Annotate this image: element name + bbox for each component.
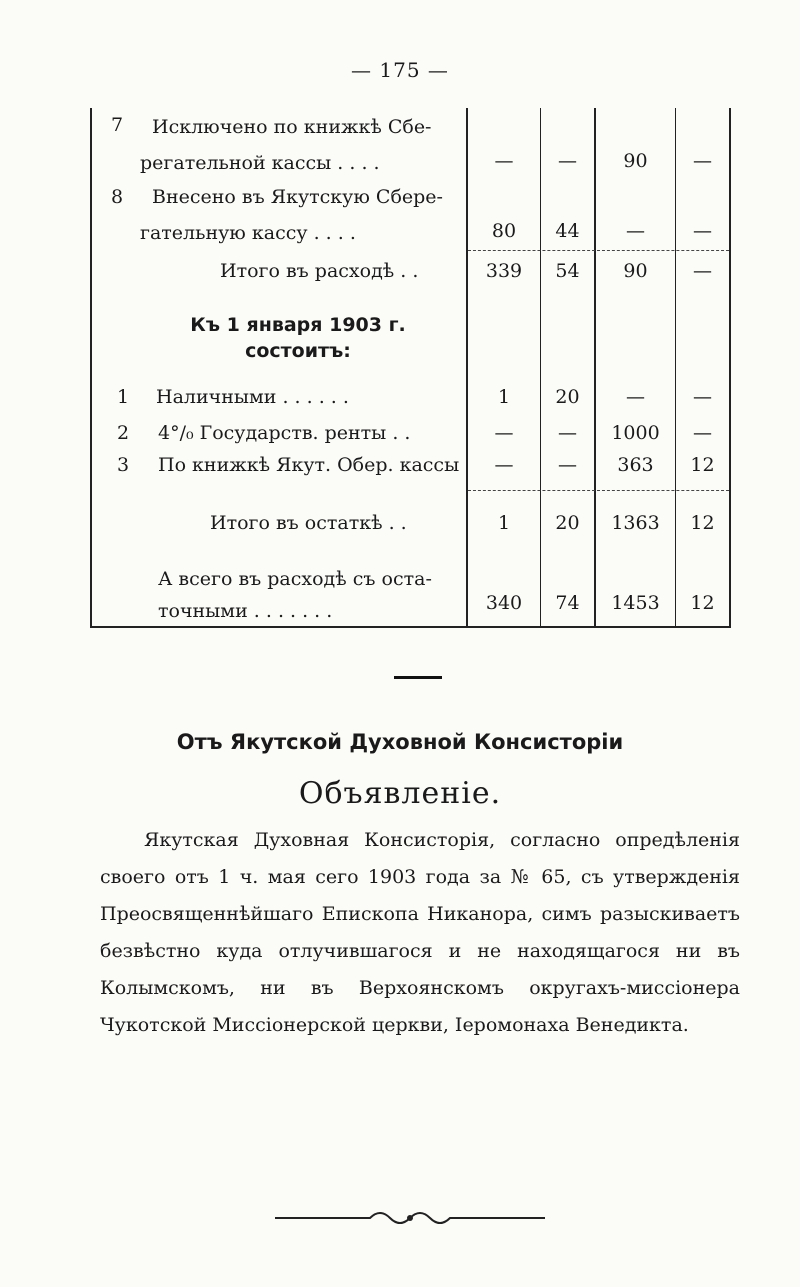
row-number: 7 bbox=[110, 114, 124, 136]
cell: 90 bbox=[623, 260, 648, 282]
total-expense-label: Итого въ расходѣ . . bbox=[220, 260, 419, 282]
cell: 1363 bbox=[611, 512, 660, 534]
cell: — bbox=[494, 454, 514, 476]
column-divider-1 bbox=[466, 108, 468, 628]
row-number: 8 bbox=[110, 186, 124, 208]
row-number: 3 bbox=[116, 454, 130, 476]
table-left-border bbox=[90, 108, 92, 628]
cell: 363 bbox=[617, 454, 654, 476]
cell: — bbox=[693, 386, 712, 408]
cell: 339 bbox=[485, 260, 523, 282]
cell: 12 bbox=[690, 512, 715, 534]
cell: — bbox=[558, 150, 577, 172]
cell: 54 bbox=[555, 260, 580, 282]
balance-heading: Къ 1 января 1903 г. bbox=[190, 314, 406, 336]
column-divider-4 bbox=[675, 108, 676, 628]
cell: 20 bbox=[555, 386, 580, 408]
cell: 74 bbox=[555, 592, 580, 614]
cell: 44 bbox=[555, 220, 580, 242]
balance-heading-sub: состоитъ: bbox=[245, 340, 351, 362]
cell: 1453 bbox=[611, 592, 660, 614]
page-number: — 175 — bbox=[351, 58, 449, 82]
cell: 80 bbox=[491, 220, 517, 242]
total-balance-label: Итого въ остаткѣ . . bbox=[210, 512, 407, 534]
row-description-line: По книжкѣ Якут. Обер. кассы bbox=[158, 454, 460, 476]
cell: 90 bbox=[623, 150, 648, 172]
consistory-title: Отъ Якутской Духовной Консисторіи bbox=[176, 730, 624, 754]
decorative-ornament bbox=[270, 1200, 550, 1230]
cell: 20 bbox=[555, 512, 580, 534]
cell: 12 bbox=[690, 454, 715, 476]
cell: 1000 bbox=[611, 422, 660, 444]
row-separator bbox=[468, 250, 729, 251]
cell: — bbox=[494, 422, 514, 444]
cell: — bbox=[626, 386, 645, 408]
accounts-table bbox=[88, 108, 733, 628]
cell: 12 bbox=[690, 592, 715, 614]
row-description-line: регательной кассы . . . . bbox=[140, 152, 380, 174]
column-divider-3 bbox=[594, 108, 596, 628]
cell: 1 bbox=[497, 386, 511, 408]
column-divider-2 bbox=[540, 108, 541, 628]
section-divider bbox=[394, 676, 442, 679]
row-description-line: Исключено по книжкѣ Сбе- bbox=[152, 116, 432, 138]
cell: — bbox=[494, 150, 514, 172]
row-description-line: Внесено въ Якутскую Сбере- bbox=[152, 186, 443, 208]
cell: 340 bbox=[485, 592, 523, 614]
row-description-line: 4°/₀ Государств. ренты . . bbox=[158, 422, 411, 444]
cell: — bbox=[693, 220, 712, 242]
cell: — bbox=[693, 150, 712, 172]
announcement-title: Объявленіе. bbox=[298, 776, 502, 811]
row-number: 2 bbox=[116, 422, 130, 444]
cell: — bbox=[558, 454, 577, 476]
row-number: 1 bbox=[116, 386, 130, 408]
cell: — bbox=[693, 422, 712, 444]
cell: — bbox=[558, 422, 577, 444]
row-description-line: Наличными . . . . . . bbox=[156, 386, 349, 408]
row-separator bbox=[468, 490, 729, 491]
grand-total-line: А всего въ расходѣ съ оста- bbox=[158, 568, 432, 590]
announcement-body: Якутская Духовная Консисторія, согласно опредѣленія своего отъ 1 ч. мая сего 1903 года за № 65, съ утвержденія Преосвященнѣйшаго Епископа Никанора, симъ разыскиваетъ безвѣстно куда отлучившагося и не находящагося ни въ Колымскомъ, ни въ Верхоянскомъ округахъ-миссіонера Чукотской Миссіонерской церкви, Іеромонаха Венедикта. bbox=[100, 829, 740, 1036]
table-right-border bbox=[729, 108, 731, 628]
cell: 1 bbox=[497, 512, 511, 534]
cell: — bbox=[693, 260, 712, 282]
grand-total-line: точными . . . . . . . bbox=[158, 600, 333, 622]
cell: — bbox=[626, 220, 645, 242]
row-description-line: гательную кассу . . . . bbox=[140, 222, 356, 244]
